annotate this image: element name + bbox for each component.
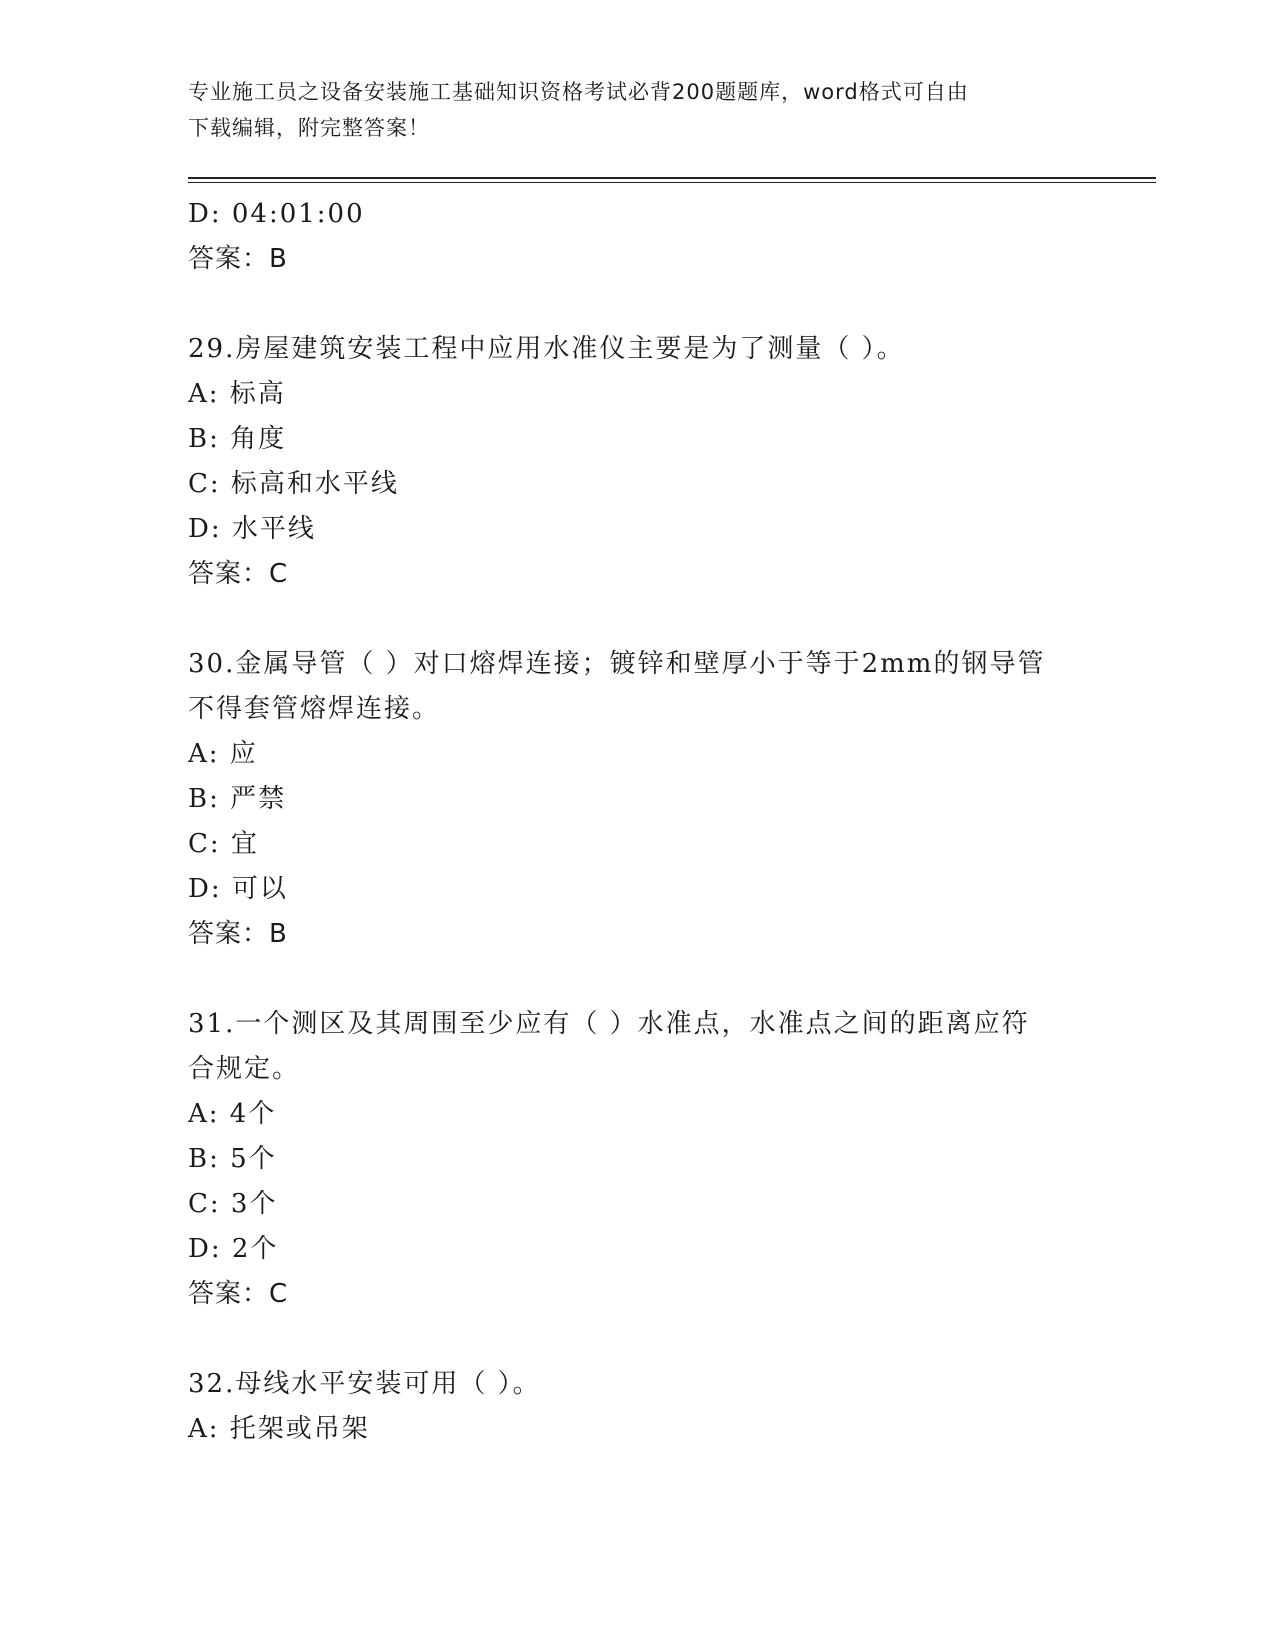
answer-label: 答案：B [188,919,288,949]
option-b: B: 角度 [188,424,287,454]
question-28-tail [188,192,1108,282]
answer-label: 答案：C [188,1279,289,1309]
header-divider-thin [188,182,1156,183]
option-d: D: 水平线 [188,514,316,544]
header-line-1: 专业施工员之设备安装施工基础知识资格考试必背200题题库，word格式可自由 [188,80,969,104]
option-b: B: 5个 [188,1144,277,1174]
option-c: C: 宜 [188,829,259,859]
spacer [188,597,1108,642]
question-31 [188,1002,1108,1317]
question-title-line-1: 31.一个测区及其周围至少应有（ ）水准点，水准点之间的距离应符 [188,1009,1030,1039]
spacer [188,282,1108,327]
question-29 [188,327,1108,597]
option-b: B: 严禁 [188,784,287,814]
header-divider-thick [188,177,1156,179]
question-title-line-2: 不得套管熔焊连接。 [188,694,441,724]
header-line-2: 下载编辑，附完整答案！ [188,116,430,140]
option-c: C: 标高和水平线 [188,469,399,499]
question-title-line-2: 合规定。 [188,1054,301,1084]
option-a: A: 标高 [188,379,286,409]
question-title: 29.房屋建筑安装工程中应用水准仪主要是为了测量（ ）。 [188,334,905,364]
document-header [188,74,1088,146]
spacer [188,957,1108,1002]
option-d: D: 2个 [188,1234,279,1264]
answer-label: 答案：C [188,559,289,589]
question-title: 32.母线水平安装可用（ ）。 [188,1369,541,1399]
question-32 [188,1362,1108,1452]
option-a: A: 应 [188,739,258,769]
question-title-line-1: 30.金属导管（ ）对口熔焊连接；镀锌和壁厚小于等于2mm的钢导管 [188,649,1046,679]
option-d: D: 可以 [188,874,288,904]
answer-label: 答案：B [188,244,288,274]
spacer [188,1317,1108,1362]
option-c: C: 3个 [188,1189,278,1219]
option-a: A: 托架或吊架 [188,1414,370,1444]
option-d: D: 04:01:00 [188,199,365,229]
option-a: A: 4个 [188,1099,277,1129]
question-30 [188,642,1108,957]
question-list [188,192,1108,1452]
